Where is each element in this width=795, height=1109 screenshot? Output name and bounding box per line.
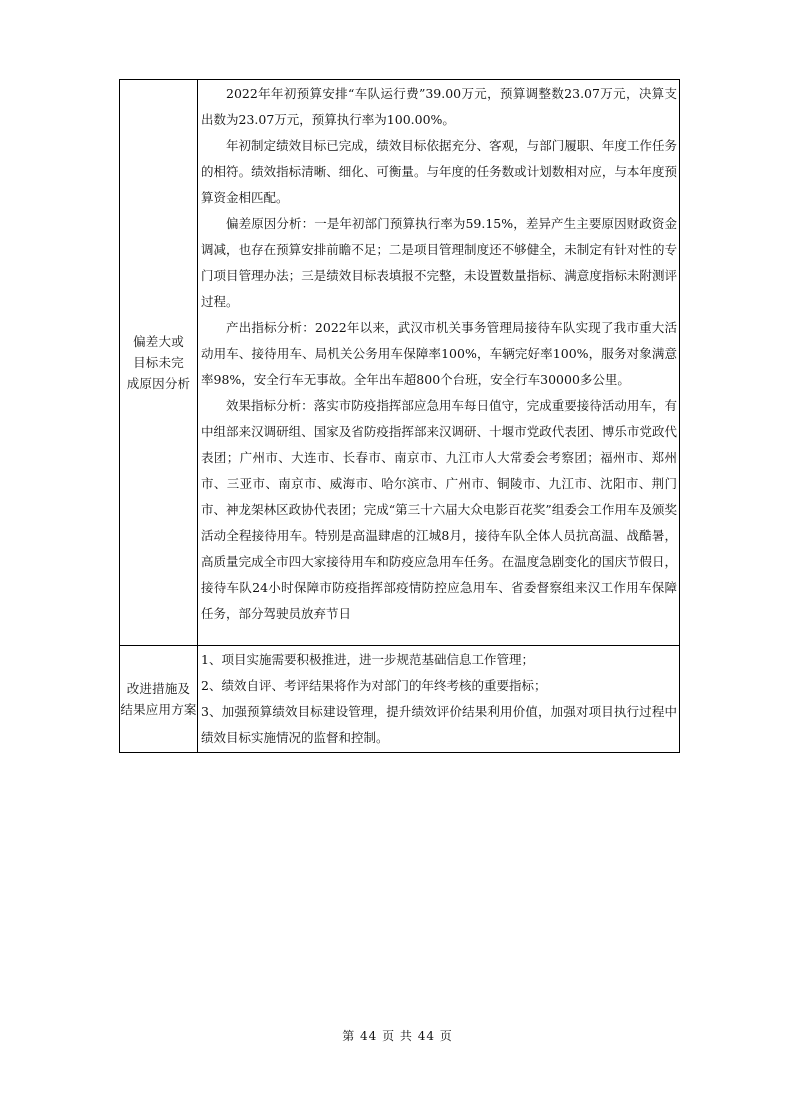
deviation-reason-paragraph: 偏差原因分析：一是年初部门预算执行率为59.15%，差异产生主要原因财政资金调减，也存在预算安排前瞻不足；二是项目管理制度还不够健全，未制定有针对性的专门项目管理办法；三是绩效目标表填报不完整，未设置数量指标、满意度指标未附测评过程。 xyxy=(201,216,677,309)
label-line: 成原因分析 xyxy=(126,376,191,391)
effect-indicator-paragraph: 效果指标分析：落实市防疫指挥部应急用车每日值守，完成重要接待活动用车，有中组部来汉调研组、国家及省防疫指挥部来汉调研、十堰市党政代表团、博乐市党政代表团；广州市、大连市、长春市、南京市、九江市人大常委会考察团；福州市、郑州市、三亚市、南京市、威海市、哈尔滨市、广州市、铜陵市、九江市、沈阳市、荆门市、神龙架林区政协代表团；完成“第三十六届大众电影百花奖”组委会工作用车及颁奖活动全程接待用车。特别是高温肆虐的江城8月，接待车队全体人员抗高温、战酷暑，高质量完成全市四大家接待用车和防疫应急用车任务。在温度急剧变化的国庆节假日，接待车队24小时保障市防疫指挥部疫情防控应急用车、省委督察组来汉工作用车保障任务，部分驾驶员放弃节日 xyxy=(201,398,677,621)
improvement-item: 1、项目实施需要积极推进，进一步规范基础信息工作管理； xyxy=(201,652,534,667)
output-indicator-paragraph: 产出指标分析：2022年以来，武汉市机关事务管理局接待车队实现了我市重大活动用车、接待用车、局机关公务用车保障率100%，车辆完好率100%，服务对象满意率98%，安全行车无事故。全年出车超800个台班，安全行车30000多公里。 xyxy=(201,320,677,387)
table-row-deviation-analysis xyxy=(120,80,680,646)
label-line: 目标未完 xyxy=(133,355,184,370)
deviation-analysis-content xyxy=(198,80,680,646)
row-label-improvement xyxy=(120,646,198,753)
label-line: 改进措施及 xyxy=(126,681,191,696)
improvement-item: 2、绩效自评、考评结果将作为对部门的年终考核的重要指标； xyxy=(201,678,547,693)
performance-table xyxy=(119,79,680,753)
goal-paragraph: 年初制定绩效目标已完成，绩效目标依据充分、客观，与部门履职、年度工作任务的相符。绩效指标清晰、细化、可衡量。与年度的任务数或计划数相对应，与本年度预算资金相匹配。 xyxy=(201,138,677,205)
label-line: 结果应用方案 xyxy=(120,702,197,717)
improvement-item: 3、加强预算绩效目标建设管理，提升绩效评价结果利用价值，加强对项目执行过程中绩效目标实施情况的监督和控制。 xyxy=(201,704,677,745)
budget-paragraph: 2022年年初预算安排“车队运行费”39.00万元，预算调整数23.07万元，决算支出数为23.07万元，预算执行率为100.00%。 xyxy=(201,86,677,127)
table-row-improvement xyxy=(120,646,680,753)
page-number-footer: 第 44 页 共 44 页 xyxy=(342,1029,453,1043)
label-line: 偏差大或 xyxy=(133,334,184,349)
row-label-deviation xyxy=(120,80,198,646)
improvement-content xyxy=(198,646,680,753)
